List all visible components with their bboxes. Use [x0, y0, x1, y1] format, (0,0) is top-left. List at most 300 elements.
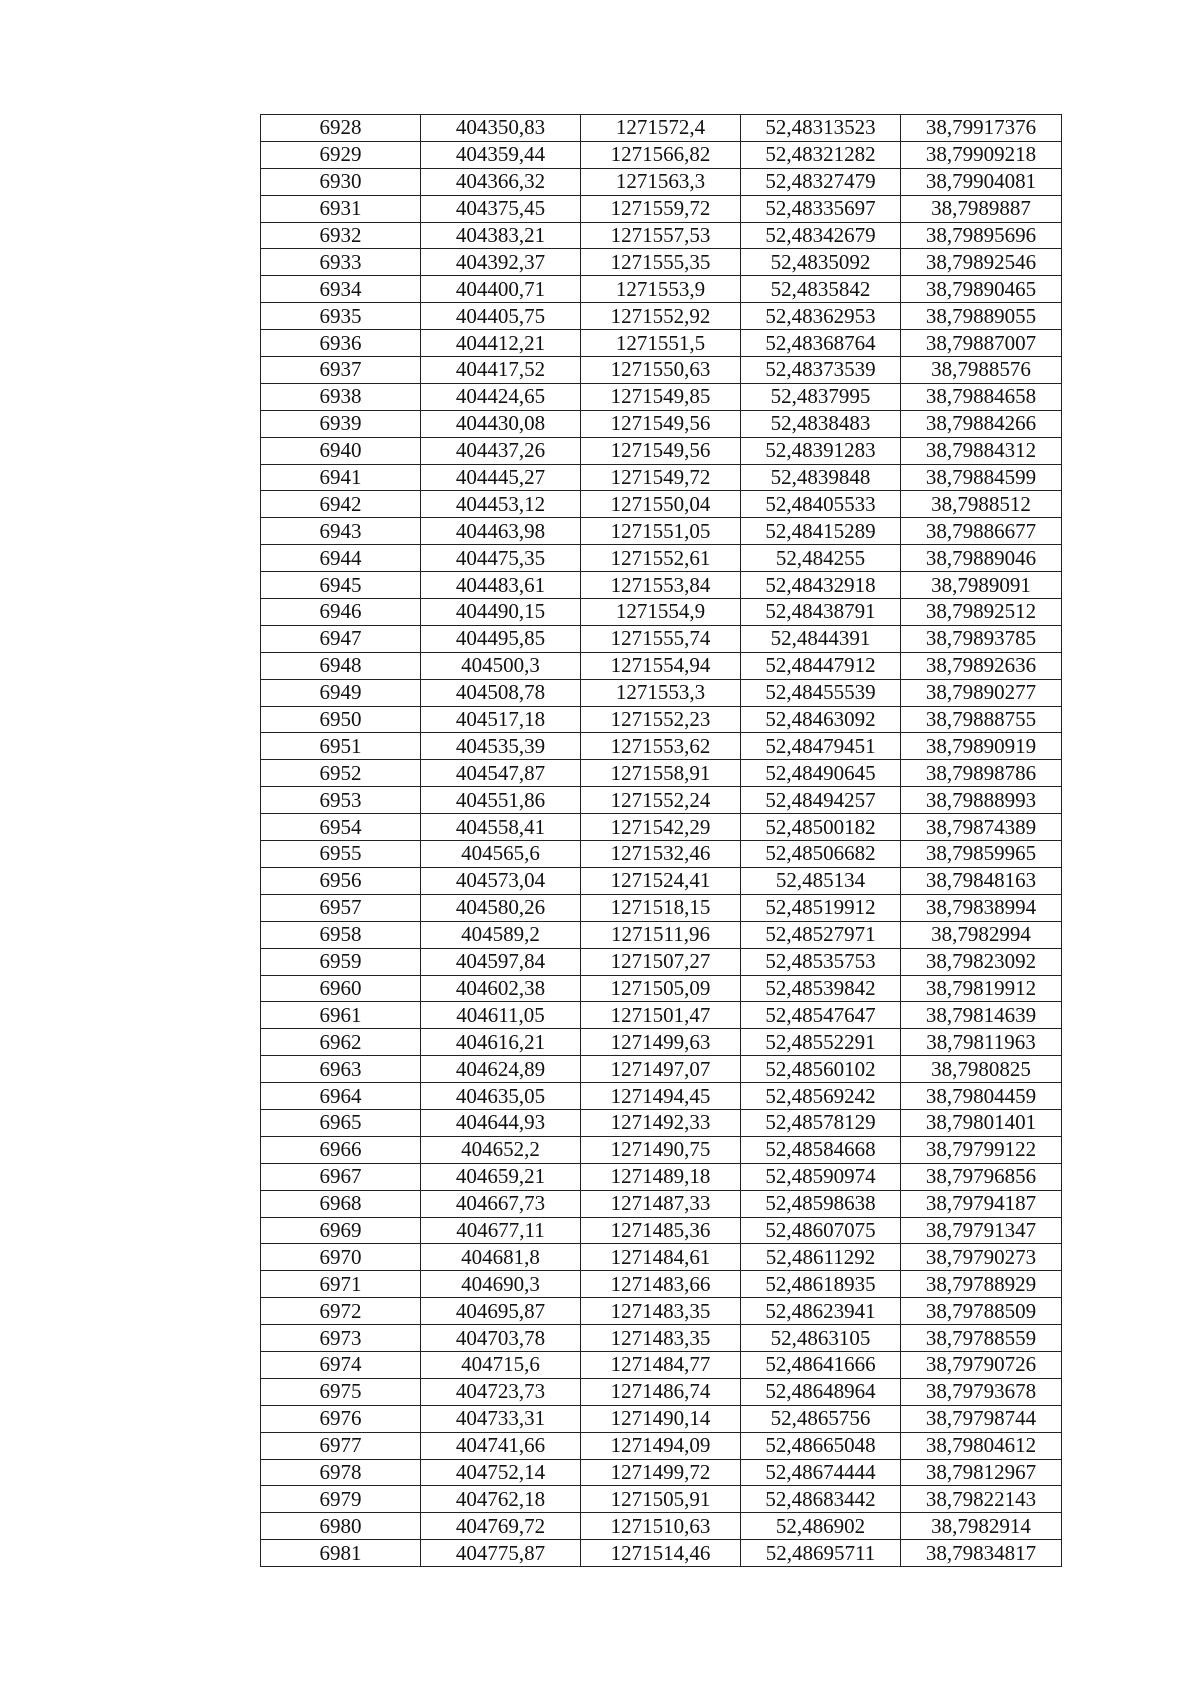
- point-number-cell: 6958: [261, 921, 421, 948]
- coordinates-table: [260, 114, 1062, 1567]
- point-number-cell: 6944: [261, 545, 421, 572]
- longitude-cell: 38,79887007: [901, 330, 1062, 357]
- point-number-cell: 6942: [261, 491, 421, 518]
- latitude-cell: 52,48494257: [741, 787, 901, 814]
- x-coordinate-cell: 404405,75: [421, 303, 581, 330]
- table-row: [261, 330, 1062, 357]
- x-coordinate-cell: 404558,41: [421, 814, 581, 841]
- latitude-cell: 52,48391283: [741, 437, 901, 464]
- x-coordinate-cell: 404597,84: [421, 948, 581, 975]
- longitude-cell: 38,79788509: [901, 1298, 1062, 1325]
- point-number-cell: 6953: [261, 787, 421, 814]
- table-row: [261, 437, 1062, 464]
- point-number-cell: 6974: [261, 1351, 421, 1378]
- point-number-cell: 6978: [261, 1459, 421, 1486]
- table-row: [261, 1298, 1062, 1325]
- table-row: [261, 518, 1062, 545]
- x-coordinate-cell: 404430,08: [421, 410, 581, 437]
- table-row: [261, 1029, 1062, 1056]
- y-coordinate-cell: 1271511,96: [581, 921, 741, 948]
- longitude-cell: 38,79788559: [901, 1325, 1062, 1352]
- latitude-cell: 52,4863105: [741, 1325, 901, 1352]
- y-coordinate-cell: 1271514,46: [581, 1540, 741, 1567]
- x-coordinate-cell: 404475,35: [421, 545, 581, 572]
- latitude-cell: 52,48665048: [741, 1432, 901, 1459]
- point-number-cell: 6935: [261, 303, 421, 330]
- y-coordinate-cell: 1271557,53: [581, 222, 741, 249]
- y-coordinate-cell: 1271489,18: [581, 1163, 741, 1190]
- y-coordinate-cell: 1271487,33: [581, 1190, 741, 1217]
- point-number-cell: 6977: [261, 1432, 421, 1459]
- table-row: [261, 1056, 1062, 1083]
- table-row: [261, 276, 1062, 303]
- latitude-cell: 52,48415289: [741, 518, 901, 545]
- point-number-cell: 6955: [261, 841, 421, 868]
- point-number-cell: 6954: [261, 814, 421, 841]
- longitude-cell: 38,79890277: [901, 679, 1062, 706]
- x-coordinate-cell: 404565,6: [421, 841, 581, 868]
- point-number-cell: 6976: [261, 1405, 421, 1432]
- table-row: [261, 1244, 1062, 1271]
- y-coordinate-cell: 1271552,92: [581, 303, 741, 330]
- longitude-cell: 38,79884658: [901, 383, 1062, 410]
- y-coordinate-cell: 1271497,07: [581, 1056, 741, 1083]
- table-row: [261, 1002, 1062, 1029]
- x-coordinate-cell: 404695,87: [421, 1298, 581, 1325]
- latitude-cell: 52,4835842: [741, 276, 901, 303]
- longitude-cell: 38,79874389: [901, 814, 1062, 841]
- y-coordinate-cell: 1271494,09: [581, 1432, 741, 1459]
- longitude-cell: 38,79834817: [901, 1540, 1062, 1567]
- table-row: [261, 303, 1062, 330]
- x-coordinate-cell: 404366,32: [421, 168, 581, 195]
- longitude-cell: 38,79791347: [901, 1217, 1062, 1244]
- y-coordinate-cell: 1271499,72: [581, 1459, 741, 1486]
- y-coordinate-cell: 1271483,35: [581, 1298, 741, 1325]
- y-coordinate-cell: 1271483,66: [581, 1271, 741, 1298]
- latitude-cell: 52,48321282: [741, 141, 901, 168]
- y-coordinate-cell: 1271549,72: [581, 464, 741, 491]
- table-row: [261, 464, 1062, 491]
- y-coordinate-cell: 1271552,24: [581, 787, 741, 814]
- table-row: [261, 141, 1062, 168]
- point-number-cell: 6950: [261, 706, 421, 733]
- x-coordinate-cell: 404445,27: [421, 464, 581, 491]
- latitude-cell: 52,48479451: [741, 733, 901, 760]
- y-coordinate-cell: 1271555,35: [581, 249, 741, 276]
- x-coordinate-cell: 404715,6: [421, 1351, 581, 1378]
- x-coordinate-cell: 404635,05: [421, 1083, 581, 1110]
- y-coordinate-cell: 1271550,04: [581, 491, 741, 518]
- x-coordinate-cell: 404490,15: [421, 599, 581, 626]
- longitude-cell: 38,79917376: [901, 115, 1062, 142]
- latitude-cell: 52,4865756: [741, 1405, 901, 1432]
- latitude-cell: 52,48519912: [741, 894, 901, 921]
- point-number-cell: 6972: [261, 1298, 421, 1325]
- latitude-cell: 52,48641666: [741, 1351, 901, 1378]
- point-number-cell: 6937: [261, 357, 421, 384]
- latitude-cell: 52,48373539: [741, 357, 901, 384]
- x-coordinate-cell: 404383,21: [421, 222, 581, 249]
- longitude-cell: 38,79909218: [901, 141, 1062, 168]
- latitude-cell: 52,48611292: [741, 1244, 901, 1271]
- table-row: [261, 867, 1062, 894]
- x-coordinate-cell: 404690,3: [421, 1271, 581, 1298]
- table-row: [261, 410, 1062, 437]
- point-number-cell: 6941: [261, 464, 421, 491]
- y-coordinate-cell: 1271566,82: [581, 141, 741, 168]
- latitude-cell: 52,48447912: [741, 652, 901, 679]
- y-coordinate-cell: 1271505,09: [581, 975, 741, 1002]
- longitude-cell: 38,79804459: [901, 1083, 1062, 1110]
- table-row: [261, 625, 1062, 652]
- longitude-cell: 38,7980825: [901, 1056, 1062, 1083]
- longitude-cell: 38,79893785: [901, 625, 1062, 652]
- x-coordinate-cell: 404589,2: [421, 921, 581, 948]
- table-row: [261, 1513, 1062, 1540]
- x-coordinate-cell: 404424,65: [421, 383, 581, 410]
- longitude-cell: 38,7989887: [901, 195, 1062, 222]
- latitude-cell: 52,48438791: [741, 599, 901, 626]
- table-row: [261, 948, 1062, 975]
- x-coordinate-cell: 404723,73: [421, 1378, 581, 1405]
- y-coordinate-cell: 1271563,3: [581, 168, 741, 195]
- y-coordinate-cell: 1271501,47: [581, 1002, 741, 1029]
- x-coordinate-cell: 404547,87: [421, 760, 581, 787]
- point-number-cell: 6970: [261, 1244, 421, 1271]
- x-coordinate-cell: 404580,26: [421, 894, 581, 921]
- latitude-cell: 52,48584668: [741, 1136, 901, 1163]
- table-row: [261, 1190, 1062, 1217]
- table-row: [261, 599, 1062, 626]
- table-row: [261, 894, 1062, 921]
- table-row: [261, 545, 1062, 572]
- y-coordinate-cell: 1271490,14: [581, 1405, 741, 1432]
- y-coordinate-cell: 1271551,05: [581, 518, 741, 545]
- table-row: [261, 814, 1062, 841]
- point-number-cell: 6965: [261, 1109, 421, 1136]
- longitude-cell: 38,79890919: [901, 733, 1062, 760]
- longitude-cell: 38,79884312: [901, 437, 1062, 464]
- point-number-cell: 6968: [261, 1190, 421, 1217]
- point-number-cell: 6966: [261, 1136, 421, 1163]
- point-number-cell: 6959: [261, 948, 421, 975]
- latitude-cell: 52,48327479: [741, 168, 901, 195]
- y-coordinate-cell: 1271550,63: [581, 357, 741, 384]
- y-coordinate-cell: 1271542,29: [581, 814, 741, 841]
- y-coordinate-cell: 1271494,45: [581, 1083, 741, 1110]
- table-row: [261, 841, 1062, 868]
- y-coordinate-cell: 1271499,63: [581, 1029, 741, 1056]
- y-coordinate-cell: 1271555,74: [581, 625, 741, 652]
- longitude-cell: 38,7988512: [901, 491, 1062, 518]
- point-number-cell: 6962: [261, 1029, 421, 1056]
- point-number-cell: 6930: [261, 168, 421, 195]
- y-coordinate-cell: 1271554,94: [581, 652, 741, 679]
- y-coordinate-cell: 1271572,4: [581, 115, 741, 142]
- longitude-cell: 38,79886677: [901, 518, 1062, 545]
- point-number-cell: 6951: [261, 733, 421, 760]
- latitude-cell: 52,4835092: [741, 249, 901, 276]
- latitude-cell: 52,48552291: [741, 1029, 901, 1056]
- table-row: [261, 1217, 1062, 1244]
- x-coordinate-cell: 404551,86: [421, 787, 581, 814]
- x-coordinate-cell: 404483,61: [421, 572, 581, 599]
- table-row: [261, 1109, 1062, 1136]
- point-number-cell: 6947: [261, 625, 421, 652]
- x-coordinate-cell: 404463,98: [421, 518, 581, 545]
- point-number-cell: 6981: [261, 1540, 421, 1567]
- longitude-cell: 38,79859965: [901, 841, 1062, 868]
- longitude-cell: 38,79892636: [901, 652, 1062, 679]
- table-row: [261, 975, 1062, 1002]
- x-coordinate-cell: 404681,8: [421, 1244, 581, 1271]
- table-row: [261, 357, 1062, 384]
- x-coordinate-cell: 404733,31: [421, 1405, 581, 1432]
- table-row: [261, 572, 1062, 599]
- point-number-cell: 6929: [261, 141, 421, 168]
- latitude-cell: 52,48569242: [741, 1083, 901, 1110]
- longitude-cell: 38,7982914: [901, 1513, 1062, 1540]
- longitude-cell: 38,79788929: [901, 1271, 1062, 1298]
- x-coordinate-cell: 404375,45: [421, 195, 581, 222]
- x-coordinate-cell: 404437,26: [421, 437, 581, 464]
- point-number-cell: 6973: [261, 1325, 421, 1352]
- y-coordinate-cell: 1271532,46: [581, 841, 741, 868]
- latitude-cell: 52,484255: [741, 545, 901, 572]
- latitude-cell: 52,48674444: [741, 1459, 901, 1486]
- table-row: [261, 921, 1062, 948]
- y-coordinate-cell: 1271549,56: [581, 437, 741, 464]
- latitude-cell: 52,48527971: [741, 921, 901, 948]
- point-number-cell: 6943: [261, 518, 421, 545]
- longitude-cell: 38,79889046: [901, 545, 1062, 572]
- longitude-cell: 38,79790273: [901, 1244, 1062, 1271]
- table-row: [261, 383, 1062, 410]
- table-row: [261, 168, 1062, 195]
- longitude-cell: 38,7988576: [901, 357, 1062, 384]
- y-coordinate-cell: 1271510,63: [581, 1513, 741, 1540]
- table-row: [261, 1083, 1062, 1110]
- table-row: [261, 1163, 1062, 1190]
- longitude-cell: 38,79890465: [901, 276, 1062, 303]
- table-row: [261, 733, 1062, 760]
- y-coordinate-cell: 1271492,33: [581, 1109, 741, 1136]
- y-coordinate-cell: 1271559,72: [581, 195, 741, 222]
- latitude-cell: 52,48648964: [741, 1378, 901, 1405]
- x-coordinate-cell: 404392,37: [421, 249, 581, 276]
- point-number-cell: 6931: [261, 195, 421, 222]
- longitude-cell: 38,79819912: [901, 975, 1062, 1002]
- longitude-cell: 38,79895696: [901, 222, 1062, 249]
- latitude-cell: 52,48362953: [741, 303, 901, 330]
- latitude-cell: 52,48432918: [741, 572, 901, 599]
- longitude-cell: 38,79884599: [901, 464, 1062, 491]
- x-coordinate-cell: 404677,11: [421, 1217, 581, 1244]
- y-coordinate-cell: 1271507,27: [581, 948, 741, 975]
- point-number-cell: 6939: [261, 410, 421, 437]
- latitude-cell: 52,48547647: [741, 1002, 901, 1029]
- longitude-cell: 38,79799122: [901, 1136, 1062, 1163]
- longitude-cell: 38,7989091: [901, 572, 1062, 599]
- y-coordinate-cell: 1271505,91: [581, 1486, 741, 1513]
- latitude-cell: 52,48618935: [741, 1271, 901, 1298]
- table-row: [261, 1325, 1062, 1352]
- x-coordinate-cell: 404517,18: [421, 706, 581, 733]
- longitude-cell: 38,79804612: [901, 1432, 1062, 1459]
- point-number-cell: 6969: [261, 1217, 421, 1244]
- x-coordinate-cell: 404495,85: [421, 625, 581, 652]
- latitude-cell: 52,48695711: [741, 1540, 901, 1567]
- longitude-cell: 38,79796856: [901, 1163, 1062, 1190]
- latitude-cell: 52,486902: [741, 1513, 901, 1540]
- point-number-cell: 6956: [261, 867, 421, 894]
- table-row: [261, 1351, 1062, 1378]
- x-coordinate-cell: 404417,52: [421, 357, 581, 384]
- latitude-cell: 52,48405533: [741, 491, 901, 518]
- longitude-cell: 38,79892512: [901, 599, 1062, 626]
- point-number-cell: 6952: [261, 760, 421, 787]
- latitude-cell: 52,48368764: [741, 330, 901, 357]
- latitude-cell: 52,48535753: [741, 948, 901, 975]
- longitude-cell: 38,79801401: [901, 1109, 1062, 1136]
- y-coordinate-cell: 1271553,3: [581, 679, 741, 706]
- point-number-cell: 6936: [261, 330, 421, 357]
- x-coordinate-cell: 404769,72: [421, 1513, 581, 1540]
- x-coordinate-cell: 404652,2: [421, 1136, 581, 1163]
- point-number-cell: 6928: [261, 115, 421, 142]
- latitude-cell: 52,48539842: [741, 975, 901, 1002]
- point-number-cell: 6957: [261, 894, 421, 921]
- y-coordinate-cell: 1271553,9: [581, 276, 741, 303]
- table-row: [261, 652, 1062, 679]
- point-number-cell: 6960: [261, 975, 421, 1002]
- y-coordinate-cell: 1271484,61: [581, 1244, 741, 1271]
- table-row: [261, 706, 1062, 733]
- latitude-cell: 52,48598638: [741, 1190, 901, 1217]
- latitude-cell: 52,4838483: [741, 410, 901, 437]
- table-row: [261, 1271, 1062, 1298]
- longitude-cell: 38,79790726: [901, 1351, 1062, 1378]
- latitude-cell: 52,48607075: [741, 1217, 901, 1244]
- longitude-cell: 38,79811963: [901, 1029, 1062, 1056]
- table-row: [261, 115, 1062, 142]
- x-coordinate-cell: 404752,14: [421, 1459, 581, 1486]
- x-coordinate-cell: 404400,71: [421, 276, 581, 303]
- y-coordinate-cell: 1271549,56: [581, 410, 741, 437]
- y-coordinate-cell: 1271553,84: [581, 572, 741, 599]
- table-row: [261, 1432, 1062, 1459]
- point-number-cell: 6933: [261, 249, 421, 276]
- y-coordinate-cell: 1271558,91: [581, 760, 741, 787]
- y-coordinate-cell: 1271483,35: [581, 1325, 741, 1352]
- latitude-cell: 52,4839848: [741, 464, 901, 491]
- latitude-cell: 52,48590974: [741, 1163, 901, 1190]
- y-coordinate-cell: 1271554,9: [581, 599, 741, 626]
- x-coordinate-cell: 404535,39: [421, 733, 581, 760]
- latitude-cell: 52,48455539: [741, 679, 901, 706]
- latitude-cell: 52,48335697: [741, 195, 901, 222]
- longitude-cell: 38,79822143: [901, 1486, 1062, 1513]
- x-coordinate-cell: 404624,89: [421, 1056, 581, 1083]
- x-coordinate-cell: 404508,78: [421, 679, 581, 706]
- x-coordinate-cell: 404775,87: [421, 1540, 581, 1567]
- x-coordinate-cell: 404703,78: [421, 1325, 581, 1352]
- table-row: [261, 787, 1062, 814]
- longitude-cell: 38,79898786: [901, 760, 1062, 787]
- point-number-cell: 6946: [261, 599, 421, 626]
- latitude-cell: 52,48683442: [741, 1486, 901, 1513]
- point-number-cell: 6945: [261, 572, 421, 599]
- longitude-cell: 38,79888993: [901, 787, 1062, 814]
- x-coordinate-cell: 404659,21: [421, 1163, 581, 1190]
- y-coordinate-cell: 1271553,62: [581, 733, 741, 760]
- longitude-cell: 38,79848163: [901, 867, 1062, 894]
- point-number-cell: 6975: [261, 1378, 421, 1405]
- latitude-cell: 52,48463092: [741, 706, 901, 733]
- latitude-cell: 52,48342679: [741, 222, 901, 249]
- point-number-cell: 6979: [261, 1486, 421, 1513]
- x-coordinate-cell: 404453,12: [421, 491, 581, 518]
- point-number-cell: 6934: [261, 276, 421, 303]
- table-row: [261, 195, 1062, 222]
- coordinates-table-body: [261, 115, 1062, 1567]
- y-coordinate-cell: 1271484,77: [581, 1351, 741, 1378]
- y-coordinate-cell: 1271524,41: [581, 867, 741, 894]
- x-coordinate-cell: 404500,3: [421, 652, 581, 679]
- latitude-cell: 52,4837995: [741, 383, 901, 410]
- table-row: [261, 1405, 1062, 1432]
- x-coordinate-cell: 404616,21: [421, 1029, 581, 1056]
- y-coordinate-cell: 1271486,74: [581, 1378, 741, 1405]
- x-coordinate-cell: 404412,21: [421, 330, 581, 357]
- point-number-cell: 6932: [261, 222, 421, 249]
- y-coordinate-cell: 1271551,5: [581, 330, 741, 357]
- longitude-cell: 38,79794187: [901, 1190, 1062, 1217]
- latitude-cell: 52,48313523: [741, 115, 901, 142]
- x-coordinate-cell: 404602,38: [421, 975, 581, 1002]
- longitude-cell: 38,79823092: [901, 948, 1062, 975]
- longitude-cell: 38,79793678: [901, 1378, 1062, 1405]
- point-number-cell: 6940: [261, 437, 421, 464]
- table-row: [261, 1540, 1062, 1567]
- y-coordinate-cell: 1271549,85: [581, 383, 741, 410]
- point-number-cell: 6971: [261, 1271, 421, 1298]
- longitude-cell: 38,7982994: [901, 921, 1062, 948]
- point-number-cell: 6963: [261, 1056, 421, 1083]
- latitude-cell: 52,48506682: [741, 841, 901, 868]
- point-number-cell: 6964: [261, 1083, 421, 1110]
- longitude-cell: 38,79889055: [901, 303, 1062, 330]
- table-row: [261, 679, 1062, 706]
- latitude-cell: 52,48623941: [741, 1298, 901, 1325]
- longitude-cell: 38,79892546: [901, 249, 1062, 276]
- latitude-cell: 52,48578129: [741, 1109, 901, 1136]
- table-row: [261, 222, 1062, 249]
- longitude-cell: 38,79888755: [901, 706, 1062, 733]
- latitude-cell: 52,485134: [741, 867, 901, 894]
- latitude-cell: 52,48490645: [741, 760, 901, 787]
- longitude-cell: 38,79904081: [901, 168, 1062, 195]
- point-number-cell: 6938: [261, 383, 421, 410]
- longitude-cell: 38,79838994: [901, 894, 1062, 921]
- longitude-cell: 38,79884266: [901, 410, 1062, 437]
- y-coordinate-cell: 1271490,75: [581, 1136, 741, 1163]
- point-number-cell: 6967: [261, 1163, 421, 1190]
- point-number-cell: 6980: [261, 1513, 421, 1540]
- x-coordinate-cell: 404762,18: [421, 1486, 581, 1513]
- x-coordinate-cell: 404573,04: [421, 867, 581, 894]
